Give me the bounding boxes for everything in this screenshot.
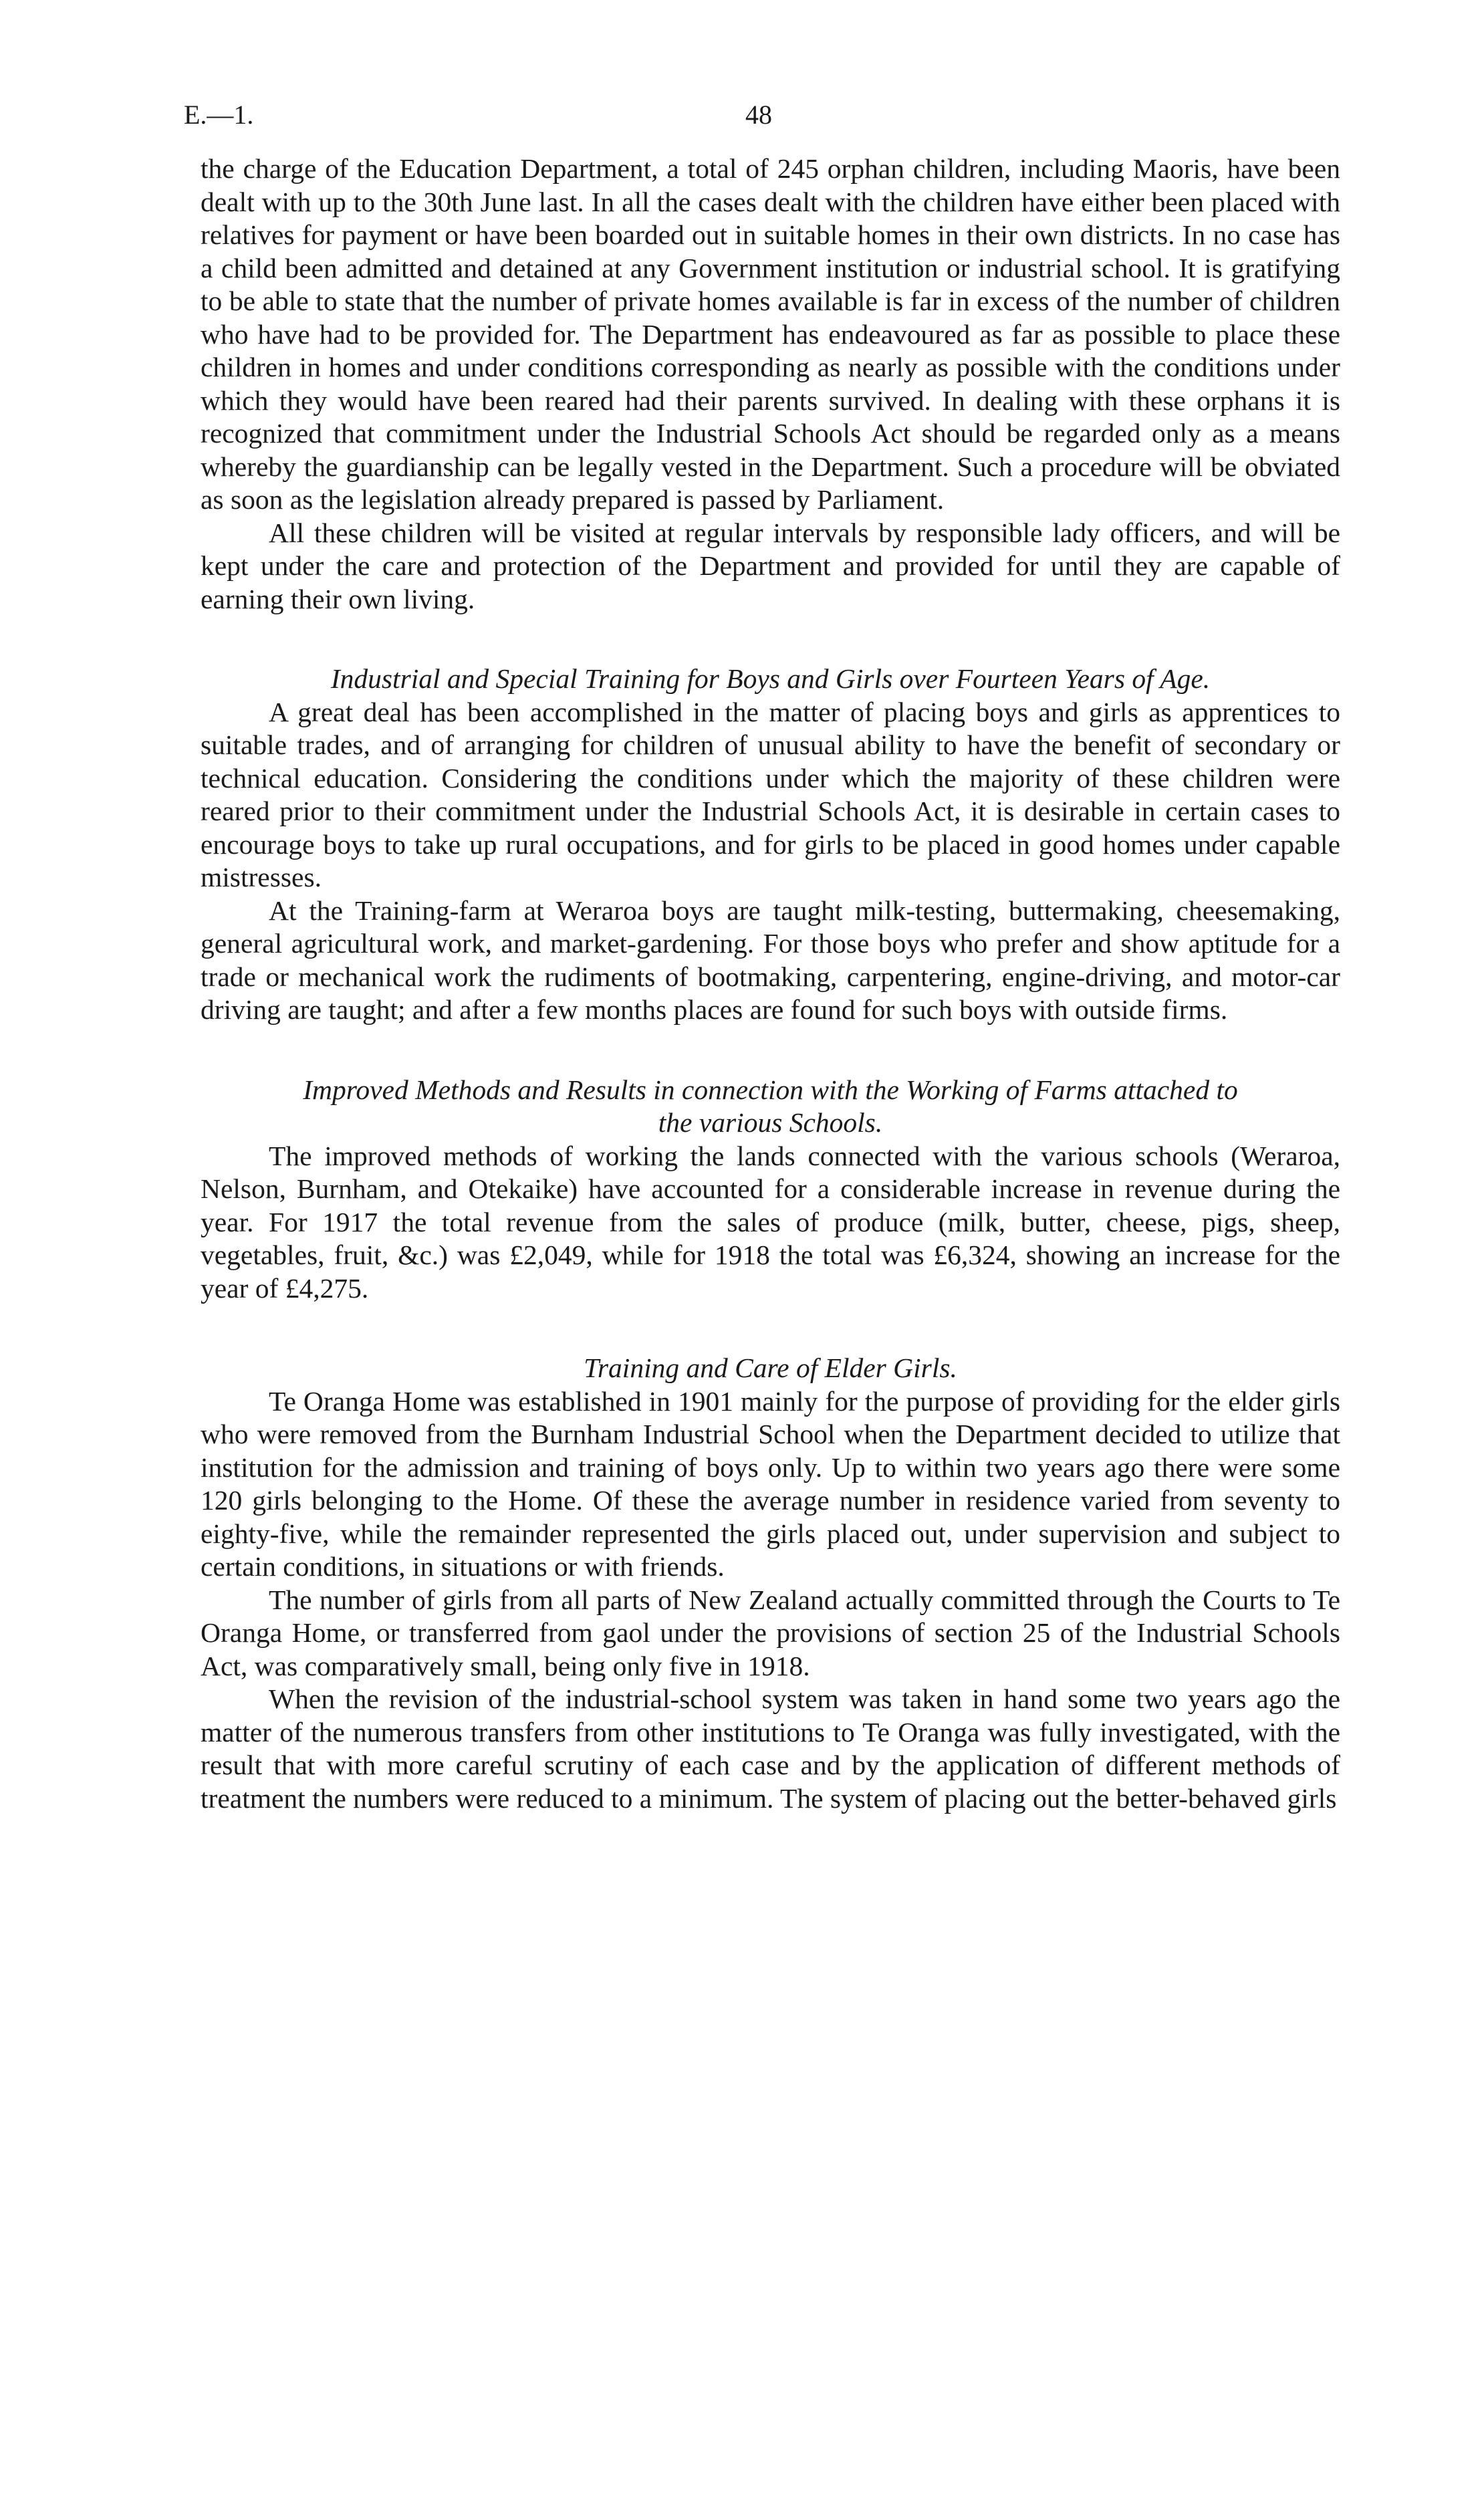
- paragraph: All these children will be visited at regular intervals by responsible lady officers, and will be kept under the care and protection of the Department and provided for until they are capable of earning their own living.: [201, 517, 1340, 614]
- page-header: [184, 99, 1344, 139]
- section-heading-industrial-training: Industrial and Special Training for Boys and Girls over Fourteen Years of Age.: [330, 663, 1211, 694]
- paragraph: A great deal has been accomplished in the matter of placing boys and girls as apprentices to suitable trades, and of arranging for children of unusual ability to have the benefit of secondary or technical education. Considering the conditions under which the majority of these children were reared prior to their commitment under the Industrial Schools Act, it is desirable in certain cases to encourage boys to take up rural occupations, and for girls to be placed in good homes under capable mistresses.: [201, 696, 1340, 892]
- paragraph: When the revision of the industrial-school system was taken in hand some two years ago the matter of the numerous transfers from other institutions to Te Oranga was fully investigated, with the result that with more careful scrutiny of each case and by the application of different methods of treatment the numbers were reduced to a minimum. The system of placing out the better-behaved girls: [201, 1683, 1340, 1814]
- section-heading-farms: [201, 1074, 1340, 1140]
- section-gap: [201, 616, 1340, 663]
- page-body: [201, 152, 1340, 1815]
- section-heading-elder-girls: Training and Care of Elder Girls.: [584, 1352, 957, 1383]
- paragraph: Te Oranga Home was established in 1901 mainly for the purpose of providing for the elder girls who were removed from the Burnham Industrial School when the Department decided to utilize that institution for the admission and training of boys only. Up to within two years ago there were some 120 girls belonging to the Home. Of these the average number in residence varied from seventy to eighty-five, while the remainder represented the girls placed out, under supervision and subject to certain conditions, in situations or with friends.: [201, 1385, 1340, 1582]
- paragraph: the charge of the Education Department, a total of 245 orphan children, including Maoris, have been dealt with up to the 30th June last. In all the cases dealt with the children have either been placed with relatives for payment or have been boarded out in suitable homes in their own districts. In no case has a child been admitted and detained at any Government institution or industrial school. It is gratifying to be able to state that the number of private homes available is far in excess of the number of children who have had to be provided for. The Department has endeavoured as far as possible to place these children in homes and under conditions corresponding as nearly as possible with the conditions under which they would have been reared had their parents survived. In dealing with these orphans it is recognized that commitment under the Industrial Schools Act should be regarded only as a means whereby the guardianship can be legally vested in the Department. Such a procedure will be obviated as soon as the legislation already prepared is passed by Parliament.: [201, 153, 1340, 515]
- section-heading-farms-line2: the various Schools.: [658, 1107, 883, 1138]
- paragraph: The improved methods of working the lands connected with the various schools (Weraroa, Nelson, Burnham, and Otekaike) have accounted for a considerable increase in revenue during the year. For 1917 the total revenue from the sales of produce (milk, butter, cheese, pigs, sheep, vegetables, fruit, &c.) was £2,049, while for 1918 the total was £6,324, showing an increase for the year of £4,275.: [201, 1140, 1340, 1304]
- section-heading-farms-line1: Improved Methods and Results in connection with the Working of Farms attached to: [303, 1074, 1238, 1105]
- section-gap: [201, 1305, 1340, 1352]
- paragraph: At the Training-farm at Weraroa boys are taught milk-testing, buttermaking, cheesemaking, general agricultural work, and market-gardening. For those boys who prefer and show aptitude for a trade or mechanical work the rudiments of bootmaking, carpentering, engine-driving, and motor-car driving are taught; and after a few months places are found for such boys with outside firms.: [201, 894, 1340, 1025]
- section-gap: [201, 1027, 1340, 1074]
- paragraph: The number of girls from all parts of New Zealand actually committed through the Courts to Te Oranga Home, or transferred from gaol under the provisions of section 25 of the Industrial Schools Act, was comparatively small, being only five in 1918.: [201, 1584, 1340, 1681]
- report-reference: E.—1.: [184, 100, 254, 130]
- page-number: 48: [745, 100, 772, 130]
